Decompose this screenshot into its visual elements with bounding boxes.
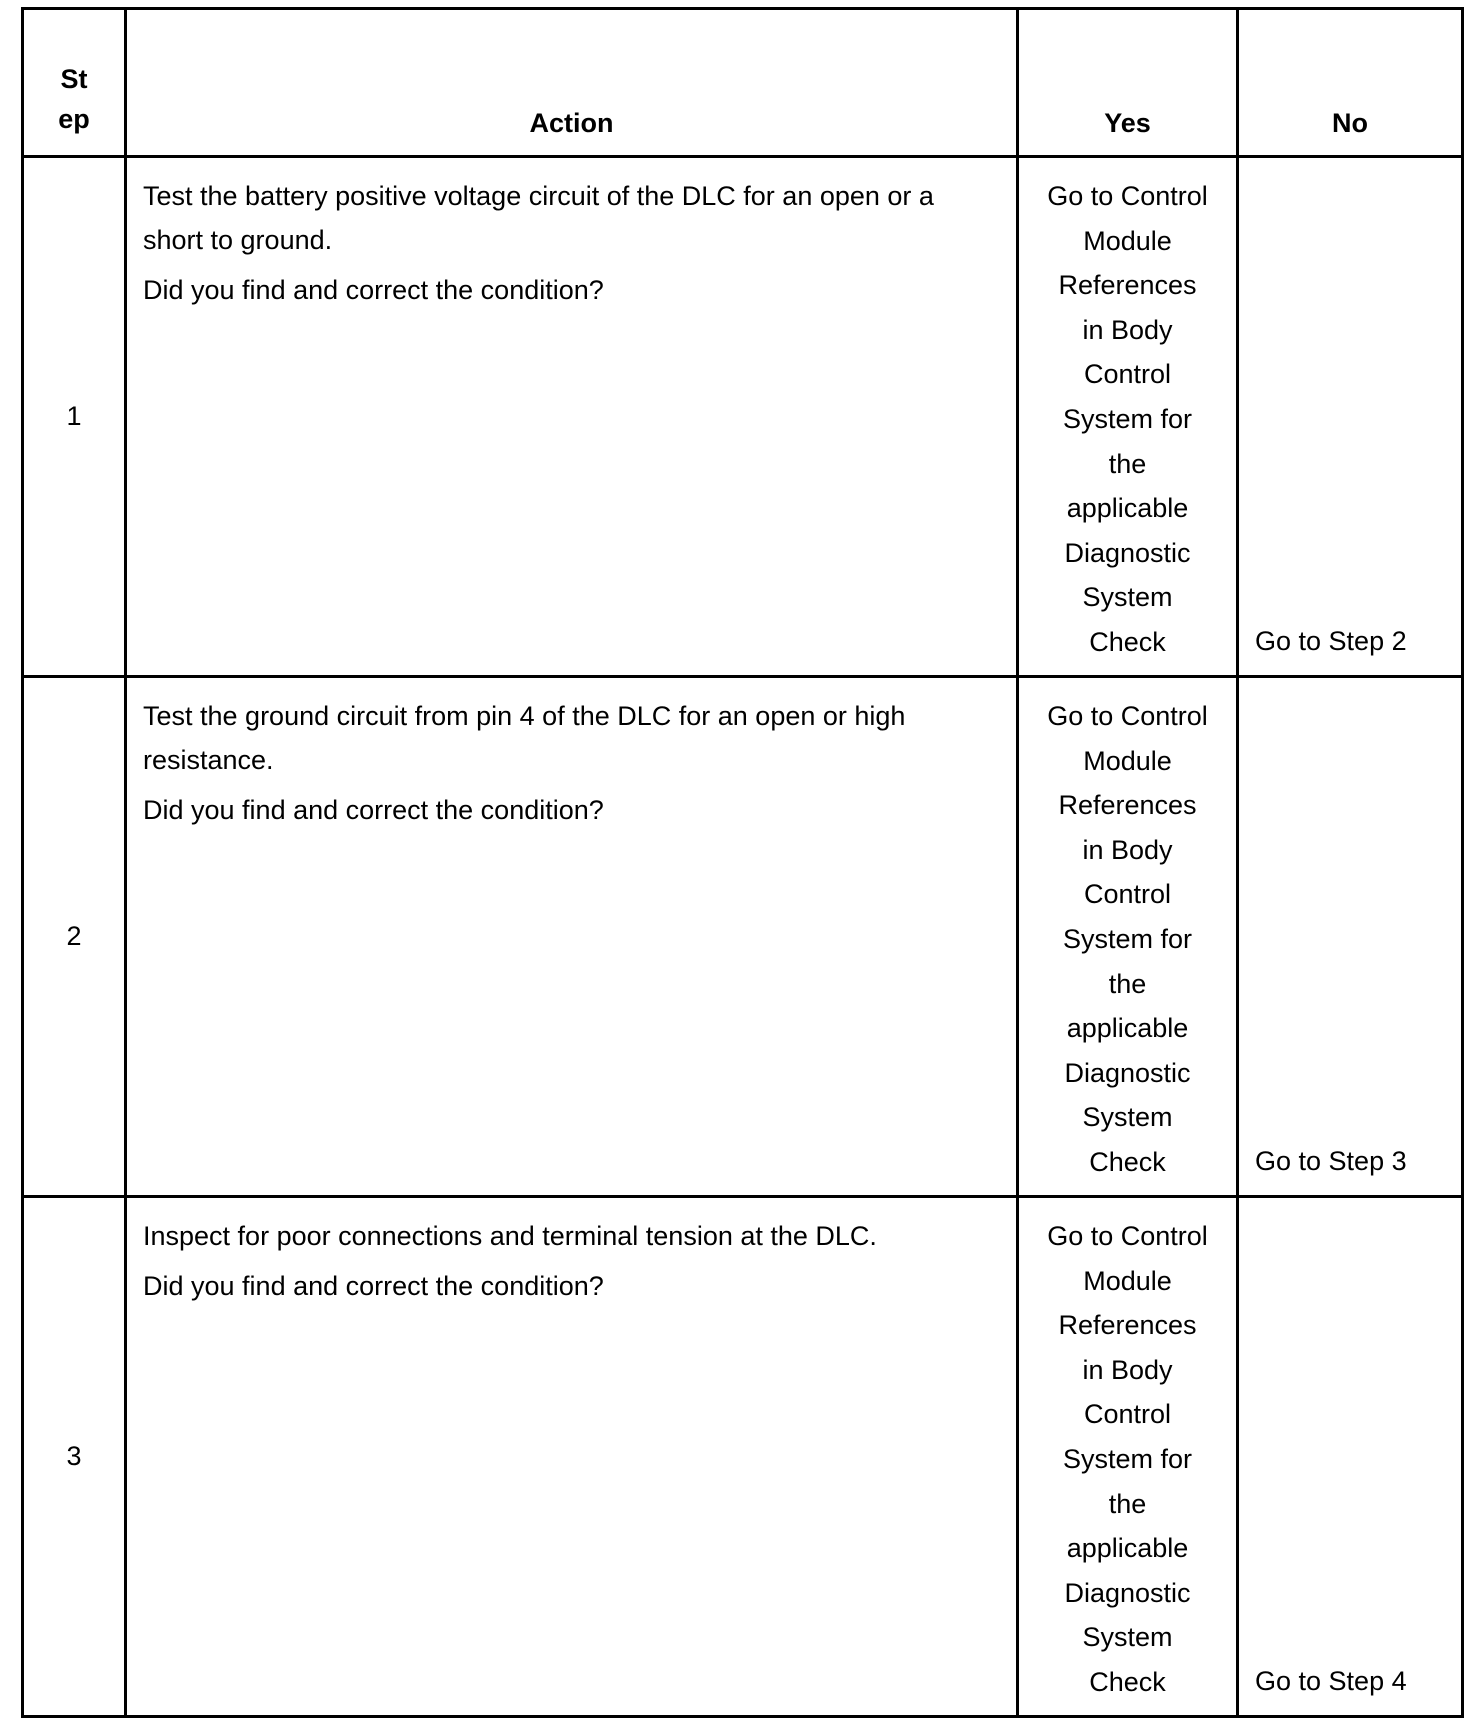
yes-line: Check	[1089, 626, 1166, 657]
action-column-header: Action	[126, 9, 1018, 157]
yes-line: References	[1058, 790, 1197, 821]
table-row	[23, 677, 1463, 1197]
yes-line: in Body	[1082, 314, 1173, 345]
table-row	[23, 157, 1463, 677]
step-header-line-1: St	[60, 64, 88, 94]
yes-line: Module	[1083, 1265, 1172, 1296]
yes-line: Control	[1083, 879, 1172, 910]
yes-line: applicable	[1066, 1533, 1189, 1564]
yes-cell	[1018, 677, 1238, 1197]
step-number: 2	[23, 677, 126, 1197]
action-cell	[126, 157, 1018, 677]
yes-line: Control	[1083, 1399, 1172, 1430]
yes-column-header: Yes	[1018, 9, 1238, 157]
yes-line: in Body	[1082, 1354, 1173, 1385]
action-question: Did you find and correct the condition?	[143, 1271, 604, 1301]
yes-cell	[1018, 1197, 1238, 1717]
yes-line: Control	[1083, 359, 1172, 390]
yes-line: System	[1082, 1622, 1173, 1653]
step-header-line-2: ep	[58, 104, 90, 134]
no-column-header: No	[1238, 9, 1463, 157]
yes-line: in Body	[1082, 834, 1173, 865]
yes-line: Diagnostic	[1064, 1577, 1191, 1608]
yes-line: Diagnostic	[1064, 1057, 1191, 1088]
yes-line: Check	[1089, 1666, 1166, 1697]
yes-line: System	[1082, 582, 1173, 613]
yes-line: the	[1108, 968, 1147, 999]
yes-line: applicable	[1066, 493, 1189, 524]
step-number: 3	[23, 1197, 126, 1717]
no-cell: Go to Step 2	[1238, 157, 1463, 677]
yes-line: System	[1082, 1102, 1173, 1133]
table-header-row	[23, 9, 1463, 157]
yes-line: Diagnostic	[1064, 537, 1191, 568]
yes-line: the	[1108, 1488, 1147, 1519]
action-question: Did you find and correct the condition?	[143, 795, 604, 825]
action-text: Test the ground circuit from pin 4 of the DLC for an open or high resistance.	[143, 701, 906, 775]
action-cell	[126, 677, 1018, 1197]
table-row	[23, 1197, 1463, 1717]
yes-line: Module	[1083, 745, 1172, 776]
yes-line: Check	[1089, 1146, 1166, 1177]
yes-cell	[1018, 157, 1238, 677]
no-cell: Go to Step 4	[1238, 1197, 1463, 1717]
yes-line: Module	[1083, 225, 1172, 256]
action-text: Test the battery positive voltage circuit of the DLC for an open or a short to ground.	[143, 181, 934, 255]
yes-line: References	[1058, 1310, 1197, 1341]
step-number: 1	[23, 157, 126, 677]
action-text: Inspect for poor connections and terminal tension at the DLC.	[143, 1221, 877, 1251]
no-cell: Go to Step 3	[1238, 677, 1463, 1197]
yes-line: the	[1108, 448, 1147, 479]
step-column-header	[23, 9, 126, 157]
action-question: Did you find and correct the condition?	[143, 275, 604, 305]
yes-line: Go to Control	[1047, 181, 1208, 211]
diagnostic-steps-table	[21, 7, 1464, 1718]
yes-line: System for	[1062, 403, 1193, 434]
yes-line: System for	[1062, 923, 1193, 954]
yes-line: Go to Control	[1047, 701, 1208, 731]
action-cell	[126, 1197, 1018, 1717]
yes-line: References	[1058, 270, 1197, 301]
yes-line: System for	[1062, 1443, 1193, 1474]
yes-line: Go to Control	[1047, 1221, 1208, 1251]
yes-line: applicable	[1066, 1013, 1189, 1044]
